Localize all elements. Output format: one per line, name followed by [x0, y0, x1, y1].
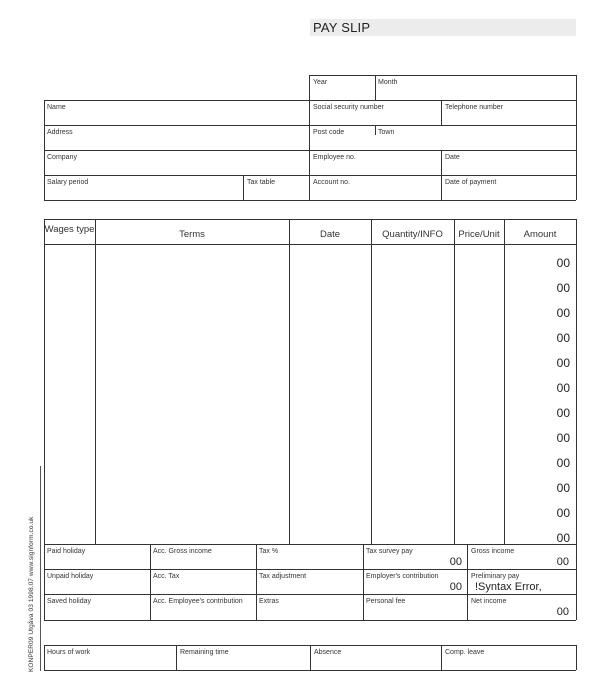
column-header-date: Date: [319, 229, 341, 240]
employers-contribution-value: 00: [449, 581, 462, 593]
month-label: Month: [378, 79, 398, 86]
column-header-terms: Terms: [179, 229, 205, 240]
hours-of-work-label: Hours of work: [47, 649, 91, 656]
amount-cell: 00: [556, 356, 570, 370]
column-header-amount: Amount: [523, 229, 557, 240]
company-label: Company: [47, 154, 77, 161]
tax-pct-label: Tax %: [259, 548, 279, 555]
page-title: PAY SLIP: [310, 19, 576, 36]
acc-employee-contribution-label: Acc. Employee's contribution: [153, 598, 243, 605]
amount-cell: 00: [556, 281, 570, 295]
net-income-value: 00: [556, 606, 569, 618]
acc-gross-income-label: Acc. Gross income: [153, 548, 212, 555]
amount-cell: 00: [556, 481, 570, 495]
year-label: Year: [313, 79, 328, 86]
column-header-wages-type: Wages type: [44, 224, 95, 235]
preliminary-pay-value: !Syntax Error,: [475, 581, 542, 593]
paid-holiday-label: Paid holiday: [47, 548, 86, 555]
unpaid-holiday-label: Unpaid holiday: [47, 573, 94, 580]
town-label: Town: [378, 129, 395, 136]
column-header-price-unit: Price/Unit: [458, 229, 500, 240]
side-form-code: KONPER09 Utgåva 03 1998.07 www.signform.co.uk: [28, 516, 35, 672]
acc-tax-label: Acc. Tax: [153, 573, 180, 580]
post-code-label: Post code: [313, 129, 345, 136]
employers-contribution-label: Employer's contribution: [366, 573, 439, 580]
comp-leave-label: Comp. leave: [445, 649, 485, 656]
amount-cell: 00: [556, 456, 570, 470]
personal-fee-label: Personal fee: [366, 598, 406, 605]
net-income-label: Net income: [471, 598, 507, 605]
gross-income-label: Gross income: [471, 548, 515, 555]
ssn-label: Social security number: [313, 104, 384, 111]
amount-cell: 00: [556, 256, 570, 270]
remaining-time-label: Remaining time: [180, 649, 229, 656]
column-header-quantity: Quantity/INFO: [382, 229, 443, 240]
amount-cell: 00: [556, 406, 570, 420]
preliminary-pay-label: Preliminary pay: [471, 573, 520, 580]
name-label: Name: [47, 104, 66, 111]
absence-label: Absence: [314, 649, 342, 656]
address-label: Address: [47, 129, 73, 136]
amount-cell: 00: [556, 306, 570, 320]
amount-cell: 00: [556, 381, 570, 395]
date-of-payment-label: Date of payment: [445, 179, 497, 186]
date-label: Date: [445, 154, 460, 161]
tax-survey-pay-value: 00: [449, 556, 462, 568]
salary-period-label: Salary period: [47, 179, 89, 186]
employee-no-label: Employee no.: [313, 154, 356, 161]
amount-cell: 00: [556, 331, 570, 345]
amount-cell: 00: [556, 431, 570, 445]
amount-cell: 00: [556, 506, 570, 520]
gross-income-value: 00: [556, 556, 569, 568]
tax-survey-pay-label: Tax survey pay: [366, 548, 413, 555]
telephone-label: Telephone number: [445, 104, 503, 111]
tax-table-label: Tax table: [247, 179, 276, 186]
amount-cell: 00: [556, 531, 570, 545]
extras-label: Extras: [259, 598, 279, 605]
account-no-label: Account no.: [313, 179, 350, 186]
saved-holiday-label: Saved holiday: [47, 598, 91, 605]
tax-adjustment-label: Tax adjustment: [259, 573, 307, 580]
